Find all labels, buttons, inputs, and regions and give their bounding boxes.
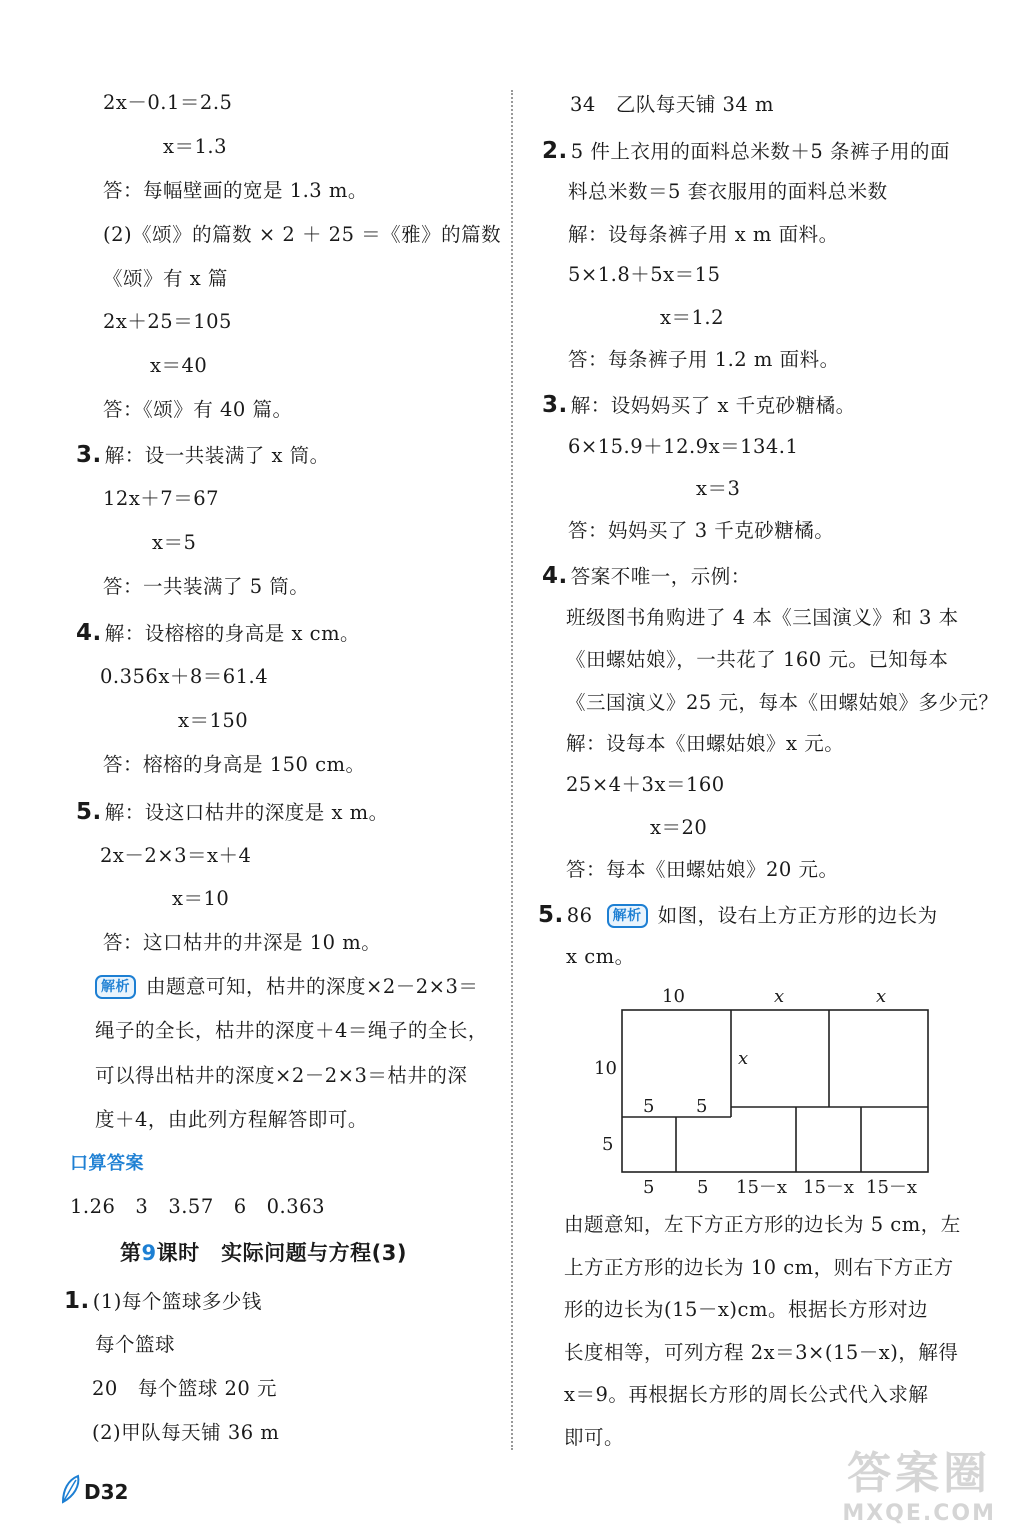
question-number: 5. [538,902,564,928]
question-answer: 86 [566,904,593,927]
question-number: 3. [542,392,568,418]
leaf-icon [60,1474,82,1504]
diagram-label: 15－x [866,1177,918,1198]
diagram-label: x [738,1048,749,1069]
diagram-label: 15－x [736,1177,788,1198]
text-line: 《田螺姑娘》，一共花了 160 元。已知每本 [566,648,949,671]
oral-answers: 1.26 3 3.57 6 0.363 [70,1195,325,1218]
text-line: x＝150 [178,709,249,732]
question-number: 3. [76,442,102,468]
text-line: 班级图书角购进了 4 本《三国演义》和 3 本 [566,606,959,629]
question-text: (1)每个篮球多少钱 [92,1290,262,1313]
question-number: 5. [76,799,102,825]
text-line: 25×4＋3x＝160 [566,773,725,796]
text-line: 料总米数＝5 套衣服用的面料总米数 [568,180,888,203]
answer-line: 答：每条裤子用 1.2 m 面料。 [568,348,840,371]
analysis-line: 可以得出枯井的深度×2－2×3＝枯井的深 [95,1064,468,1087]
watermark-url: MXQE.COM [842,1501,996,1526]
question-4 [76,618,360,649]
question-5 [76,797,389,828]
diagram-label: 5 [643,1096,655,1117]
analysis-line: 度＋4，由此列方程解答即可。 [95,1108,368,1131]
text-line: 2x－0.1＝2.5 [103,91,233,114]
outer-rectangle [622,1010,928,1172]
question-2 [542,136,950,167]
question-text: 答案不唯一，示例： [570,565,751,588]
question-text: 5 件上衣用的面料总米数＋5 条裤子用的面 [570,140,950,163]
text-line: x cm。 [566,945,635,968]
watermark [842,1437,996,1526]
analysis-line: 即可。 [564,1426,625,1449]
question-text: 解：设妈妈买了 x 千克砂糖橘。 [570,394,856,417]
analysis-line [95,972,478,1002]
lesson-title-text: 课时 实际问题与方程(3) [156,1241,407,1265]
diagram-label: 5 [697,1177,709,1198]
analysis-line: x＝9。再根据长方形的周长公式代入求解 [564,1383,929,1406]
text-line: 解：设每条裤子用 x m 面料。 [568,223,839,246]
diagram-label: 10 [662,986,685,1007]
text-line: 每个篮球 [95,1333,176,1356]
diagram-label: 5 [602,1134,614,1155]
lesson-number: 9 [141,1241,157,1265]
analysis-line: 长度相等，可列方程 2x＝3×(15－x)，解得 [564,1341,959,1364]
text-line: x＝3 [696,477,741,500]
answer-line: 答：一共装满了 5 筒。 [103,575,310,598]
section-heading: 口算答案 [70,1153,144,1174]
text-line: 《三国演义》25 元，每本《田螺姑娘》多少元？ [566,691,999,714]
answer-line: 答：妈妈买了 3 千克砂糖橘。 [568,519,835,542]
question-4 [542,561,751,592]
question-3 [542,390,856,421]
lesson-title [120,1238,407,1268]
answer-line: 答：《颂》有 40 篇。 [103,398,293,421]
answer-line: 答：这口枯井的井深是 10 m。 [103,931,382,954]
question-text: 解：设一共装满了 x 筒。 [104,444,330,467]
page-number: D32 [84,1480,129,1504]
analysis-text: 由题意可知，枯井的深度×2－2×3＝ [146,975,479,998]
question-number: 4. [76,620,102,646]
text-line: 34 乙队每天铺 34 m [570,93,775,116]
diagram-label: 15－x [803,1177,855,1198]
analysis-line: 上方正方形的边长为 10 cm，则右下方正方 [564,1256,954,1279]
analysis-text: 如图，设右上方正方形的边长为 [657,904,938,927]
text-line: 《颂》有 x 篇 [103,267,228,290]
question-3 [76,440,330,471]
question-number: 1. [64,1288,90,1314]
diagram-label: 5 [643,1177,655,1198]
text-line: (2)甲队每天铺 36 m [92,1421,280,1444]
text-line: 12x＋7＝67 [103,487,220,510]
text-line: x＝1.2 [660,306,725,329]
diagram-label: x [774,986,785,1007]
question-text: 解：设这口枯井的深度是 x m。 [104,801,389,824]
analysis-line: 由题意知，左下方正方形的边长为 5 cm，左 [564,1213,961,1236]
text-line: 0.356x＋8＝61.4 [100,665,269,688]
watermark-logo: 答案圈 [847,1448,992,1499]
question-5 [538,900,938,931]
diagram-label: x [876,986,887,1007]
analysis-line: 形的边长为(15－x)cm。根据长方形对边 [564,1298,928,1321]
answer-line: 答：每幅壁画的宽是 1.3 m。 [103,179,368,202]
analysis-tag: 解析 [95,975,136,999]
text-line: 5×1.8＋5x＝15 [568,263,721,286]
column-divider [511,90,513,1450]
text-line: 解：设每本《田螺姑娘》x 元。 [566,732,845,755]
question-number: 4. [542,563,568,589]
analysis-line: 绳子的全长，枯井的深度＋4＝绳子的全长， [95,1019,488,1042]
text-line: x＝5 [152,531,197,554]
question-text: 解：设榕榕的身高是 x cm。 [104,622,361,645]
text-line: x＝40 [150,354,208,377]
text-line: (2)《颂》的篇数 × 2 ＋ 25 ＝《雅》的篇数 [103,223,502,246]
text-line: 2x＋25＝105 [103,310,232,333]
analysis-tag: 解析 [607,904,648,928]
answer-line: 答：每本《田螺姑娘》20 元。 [566,858,839,881]
text-line: x＝1.3 [163,135,228,158]
text-line: x＝20 [650,816,708,839]
diagram-label: 10 [594,1058,617,1079]
lesson-prefix: 第 [120,1241,142,1265]
text-line: x＝10 [172,887,230,910]
text-line: 20 每个篮球 20 元 [92,1377,278,1400]
diagram-label: 5 [696,1096,708,1117]
answer-line: 答：榕榕的身高是 150 cm。 [103,753,366,776]
question-1 [64,1286,262,1317]
text-line: 6×15.9＋12.9x＝134.1 [568,435,799,458]
squares-diagram [590,980,935,1202]
text-line: 2x－2×3＝x＋4 [100,844,252,867]
question-number: 2. [542,138,568,164]
